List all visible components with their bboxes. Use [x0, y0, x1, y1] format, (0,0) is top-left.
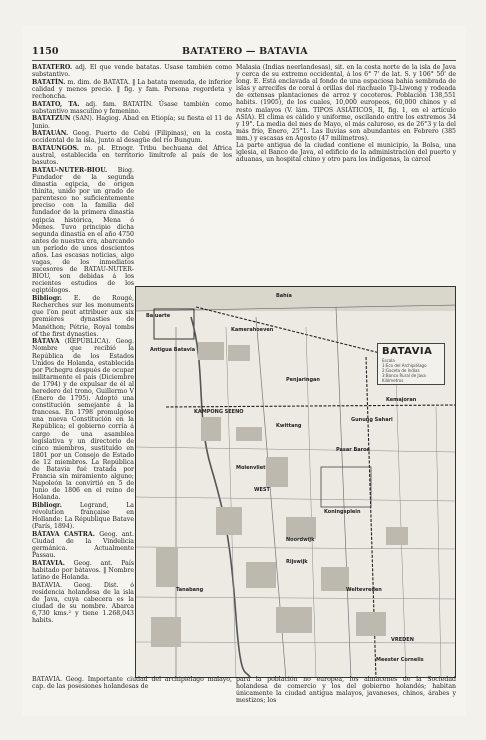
entry-headword: BÁTAVA CASTRA. — [32, 531, 95, 539]
bottom-text — [32, 676, 456, 720]
entry-headword: BÁTAVA — [32, 338, 60, 346]
entry-text: Geog. ant. Ciudad de la Vindelicia germánica. Actualmente Passau. — [32, 531, 134, 560]
entry-headword: Bibliogr. — [32, 502, 62, 510]
right-column-top — [236, 64, 456, 312]
batavia-map — [135, 286, 456, 678]
header-rule — [32, 60, 456, 61]
entry-text: adj. fam. BATATÍN. Úsase también como substantivo masculino y femenino. — [32, 100, 232, 115]
map-label: Kemajoran — [386, 397, 417, 403]
entry-text: (REPÚBLICA). Geog. Nombre que recibió la República de los Estados Unidos de Holanda, establecida por Pichegru después de ocupar militarmente el país (Diciembre de 1794) y de expulsar de él al heredero del trono, Guillermo V (Enero de 1795). Adoptó una constitución semejante á la francesa. En 1798 promulgóse una nueva Constitución en la República; el gobierno corría á cargo de una asamblea legislativa y un directorio de cinco miembros, sustituído en 1801 por un Consejo de Estado de 12 miembros. La República de Batavia fué tratada por Francia sin miramiento alguno; Napoleón la convirtió en 5 de Junio de 1806 en el reino de Holanda. — [32, 338, 134, 502]
dictionary-entry — [32, 64, 232, 78]
map-sea — [136, 287, 456, 311]
entry-text: Biog. Fundador de la segunda dinastía egipcia, de origen thinita, unido por un grado de parentesco no suficientemente preciso con la familia del fundador de la primera dinastía egipcia histórica, Mena ó Menes. Tuvo principio dicha segunda dinastía en el año 4750 antes de nuestra era, abarcando un período de unos doscientos años. Las escasas noticias, algo vagas, de los inmediatos sucesores de BATAU-NUTER-BIOU, son debidas á los recientes estudios de los egiptólogos. — [32, 166, 134, 295]
dictionary-entry — [32, 130, 232, 144]
dictionary-entry — [32, 560, 134, 581]
map-legend-line: 1:Eco del Archipiélago — [382, 363, 427, 368]
entry-headword: BATAVIA. — [32, 560, 65, 567]
map-label: Antigua Batavia — [150, 347, 196, 353]
batavia-city-entry-continued-2: para la población no europea, los almacenes de la Sociedad holandesa de comercio y los del gobierno holandés; habitan únicamente la ciudad antigua malayos, javaneses, chinos, árabes y mestizos; los — [236, 676, 456, 705]
dictionary-entry — [32, 115, 232, 129]
entry-text: adj. El que vende batatas. Úsase también como substantivo. — [32, 64, 232, 79]
map-title: BATAVIA — [382, 346, 433, 357]
entry-headword: BATAU-NUTER-BIOU. — [32, 166, 108, 174]
entry-headword: BATAUÁN. — [32, 130, 69, 138]
batavia-city-entry-continued: Malasia (Indias neerlandesas), sit. en la costa norte de la isla de Java y cerca de su extremo occidental, á los 6° 7' de lat. S. y 106° 50' de long. E. Está enclavada al fondo de una espaciosa bahía sembrada de islas y arrecifes de coral á orillas del riachuelo Tji-Liwong y rodeada de extensas plantaciones de arroz y cocoteros. Población 138,551 habits. (1905), de los cuales, 10,000 europeos, 60,000 chinos y el resto malayos (V. lám. TIPOS ASIÁTICOS, II, fig. 1, en el artículo ASIA). El clima es cálido y uniforme, oscilando entre los extremos 34 y 19°. La media del mes de Mayo, el más caluroso, es de 26°3 y la del más frío, Enero, 25°1. Las lluvias son abundantes en Febrero (385 mm.) y escasas en Agosto (47 milímetros). La parte antigua de la ciudad contiene el municipio, la Bolsa, una iglesia, el Banco de Java, el edificio de la administración del puerto y aduanas, un hospital chino y otro para los indígenas, la cárcel — [236, 64, 456, 164]
map-label: Kamerahoeven — [231, 327, 274, 333]
map-label: Penjaringan — [286, 377, 320, 383]
dictionary-page — [22, 26, 466, 716]
map-label: Weltevreden — [346, 587, 382, 593]
entry-headword: BATAUNGOS. — [32, 145, 79, 152]
entry-headword: BATATÍN. — [32, 78, 66, 86]
map-label: KAMPONG SEENO — [194, 409, 244, 415]
batavia-city-entry: BATAVIA. Geog. Importante ciudad del archipiélago malayo, cap. de las posesiones holandesas de — [32, 676, 232, 691]
map-railway-2 — [166, 405, 456, 407]
map-label: WEST — [254, 487, 270, 493]
page-header — [32, 46, 456, 60]
running-head: BATATERO — BATAVIA — [182, 46, 308, 57]
page-number: 1150 — [32, 46, 59, 57]
entry-text: Geog. ant. País habitado por bátavos. ‖ Nombre latino de Holanda. — [32, 560, 134, 582]
map-legend-line: 3:Banco Rural de Java — [382, 373, 426, 378]
map-label: Rijswijk — [286, 559, 308, 565]
map-label: Noordwijk — [286, 537, 315, 543]
entry-text: BATAVIA. Geog. Dist. ó residencia holandesa de la isla de Java, cuya cabecera es la ciudad de su nombre. Abarca 6,730 kms.² y tiene 1.268,043 habits. — [32, 581, 134, 625]
map-square — [321, 467, 371, 507]
dictionary-entry — [32, 79, 232, 100]
entry-text: Geog. Puerto de Cebú (Filipinas), en la costa occidental de la isla, junto al desagüe del río Bungum. — [32, 130, 232, 145]
map-canal-east — [336, 307, 351, 678]
dictionary-entry — [32, 101, 232, 115]
entry-text: (SAN). Hagiog. Abad en Etiopía; su fiesta el 11 de Junio. — [32, 115, 232, 130]
map-label: Koningsplein — [324, 509, 361, 515]
dictionary-entry — [32, 167, 134, 295]
entry-text: m. dim. de BATATA. ‖ La batata menuda, de inferior calidad y menos precio. ‖ fig. y fam. Persona regordeta y rechoncha. — [32, 78, 232, 100]
entry-headword: Bibliogr. — [32, 295, 62, 303]
entry-text: m. pl. Etnogr. Tribu bechuana del África austral, establecida en territorio limítrofe al país de los basutos. — [32, 145, 232, 167]
dictionary-entry — [32, 502, 134, 530]
dictionary-entry — [32, 582, 134, 625]
map-title-box — [377, 343, 445, 385]
map-river — [191, 317, 251, 678]
map-label: Tanabang — [176, 587, 204, 593]
dictionary-entry — [32, 338, 134, 501]
dictionary-entry — [32, 531, 134, 559]
map-label: Pasar Baroe — [336, 447, 370, 453]
entry-headword: BATATO, TA. — [32, 100, 80, 108]
entry-text: E. de Rougé, Recherches sur les monuments que l'on peut attribuer aux six premières dynasties de Manéthon; Pétrie, Royal tombs of the first dynasties. — [32, 295, 134, 338]
map-label: Gunung Sahari — [351, 417, 393, 423]
dictionary-entry — [32, 295, 134, 338]
map-label: Baluarte — [146, 313, 171, 319]
map-label: VREDEN — [391, 637, 414, 643]
map-label: Bahía — [276, 293, 292, 299]
map-legend-line: Escala — [382, 358, 395, 363]
entry-text: Legrand, La révolution française en Hollande: La République Batave (París, 1894). — [32, 502, 134, 531]
entry-headword: BATATZUN — [32, 115, 71, 123]
map-legend-line: Kilómetros — [382, 378, 404, 383]
dictionary-entry — [32, 145, 232, 166]
map-label: Molenvliet — [236, 465, 266, 471]
map-label: Meester Cornelis — [376, 657, 424, 663]
entry-headword: BATATERO. — [32, 64, 73, 71]
map-legend-line: 2:Gaceta de Indias — [382, 368, 420, 373]
map-label: Kwittang — [276, 423, 302, 429]
